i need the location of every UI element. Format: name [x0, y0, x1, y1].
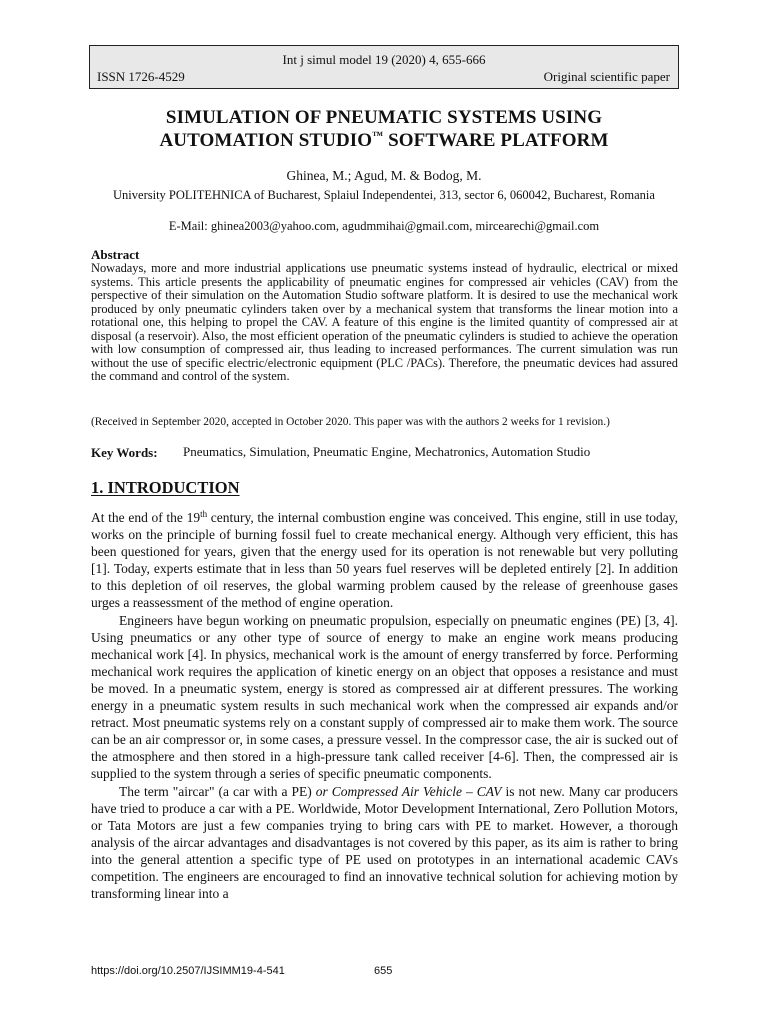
section-heading-introduction: 1. INTRODUCTION [91, 478, 240, 497]
author-affiliation: University POLITEHNICA of Bucharest, Splaiul Independentei, 313, sector 6, 060042, Bucharest, Romania [113, 188, 655, 202]
intro-paragraph-2: Engineers have begun working on pneumatic propulsion, especially on pneumatic engines (PE) [3, 4]. Using pneumatics or any other type of source of energy to make an engine work means producing mechanical work [4]. In physics, mechanical work is the amount of energy transferred by force. Performing mechanical work requires the application of kinetic energy on an object that opposes a resistance and must be moved. In a pneumatic system, energy is stored as compressed air at different pressures. The working energy in a pneumatic system results in such mechanical work when the compressed air expands and/or retract. Most pneumatic systems rely on a constant supply of compressed air to make them work. The source can be an air compressor or, in some cases, a pressure vessel. In the compressor case, the air is sucked out of the atmosphere and then stored in a high-pressure tank called receiver [4-6]. Then, the compressed air is supplied to the system through a series of specific pneumatic components. [91, 612, 678, 782]
intro-p3-italic: or Compressed Air Vehicle – CAV [315, 783, 502, 799]
author-emails: E-Mail: ghinea2003@yahoo.com, agudmmihai@gmail.com, mircearechi@gmail.com [168, 219, 600, 233]
title-line-2 [60, 129, 708, 152]
intro-paragraph-3 [91, 783, 678, 903]
intro-p3-rest: is not new. Many car producers have tried to produce a car with a PE. Worldwide, Motor Development International, Zero Pollution Motors, or Tata Motors are just a few companies trying to bring cars with PE to market. However, a thorough analysis of the aircar advantages and disadvantages is not covered by this paper, as its aim is rather to bring into the general attention a specific type of PE used on prototypes in an international academic CAVs competition. The engineers are encouraged to find an innovative technical solution for achieving motion by transforming linear into a [91, 783, 678, 902]
introduction-body [91, 509, 678, 902]
title-line-1: SIMULATION OF PNEUMATIC SYSTEMS USING [165, 107, 603, 128]
keywords-list: Pneumatics, Simulation, Pneumatic Engine, Mechatronics, Automation Studio [183, 444, 591, 459]
paper-type-label: Original scientific paper [543, 69, 670, 84]
author-list: Ghinea, M.; Agud, M. & Bodog, M. [286, 168, 482, 183]
intro-p3-start: The term "aircar" (a car with a PE) [119, 783, 316, 799]
paper-title [60, 106, 708, 152]
journal-citation: Int j simul model 19 (2020) 4, 655-666 [282, 52, 486, 67]
title-line-2-start: AUTOMATION STUDIO [159, 130, 373, 151]
trademark-symbol: ™ [372, 130, 384, 142]
abstract-heading: Abstract [91, 247, 140, 262]
issn-label: ISSN 1726-4529 [97, 69, 185, 84]
journal-header-box [89, 45, 679, 89]
page-number: 655 [374, 965, 393, 977]
doi-link[interactable]: https://doi.org/10.2507/IJSIMM19-4-541 [91, 965, 285, 977]
intro-p1-rest: century, the internal combustion engine was conceived. This engine, still in use today, works on the principle of burning fossil fuel to create mechanical energy. Although very efficient, this has been questioned for years, given that the energy used for its operation is not renewable but very polluting [1]. Today, experts estimate that in less than 50 years fuel reserves will be depleted entirely [2]. In addition to this depletion of oil reserves, the global warming problem caused by the release of greenhouse gases urges a reassessment of the method of engine operation. [91, 510, 678, 611]
intro-p1-start: At the end of the 19 [91, 510, 201, 525]
received-note: (Received in September 2020, accepted in October 2020. This paper was with the authors 2 weeks for 1 revision.) [91, 416, 610, 428]
abstract-body [91, 262, 678, 384]
superscript-th: th [200, 509, 208, 519]
abstract-paragraph: Nowadays, more and more industrial applications use pneumatic systems instead of hydraulic, electrical or mixed systems. This article presents the applicability of pneumatic engines for compressed air vehicles (CAV) from the perspective of their simulation on the Automation Studio software platform. It is desired to use the mechanical work produced by only pneumatic cylinders taken over by a mechanical system that transforms the linear motion into a rotational one, this helping to propel the CAV. A feature of this engine is the limited quantity of compressed air at disposal (a reservoir). Also, the most efficient operation of the pneumatic cylinders is studied to achieve the operation with low consumption of compressed air, thus leading to increased performances. The current simulation was run without the use of specific electric/electronic equipment (PLC /PACs). Therefore, the pneumatic devices had assured the command and control of the system. [91, 261, 678, 384]
title-line-2-end: SOFTWARE PLATFORM [383, 130, 609, 151]
keywords-label: Key Words: [91, 445, 158, 460]
intro-paragraph-1 [91, 509, 678, 612]
